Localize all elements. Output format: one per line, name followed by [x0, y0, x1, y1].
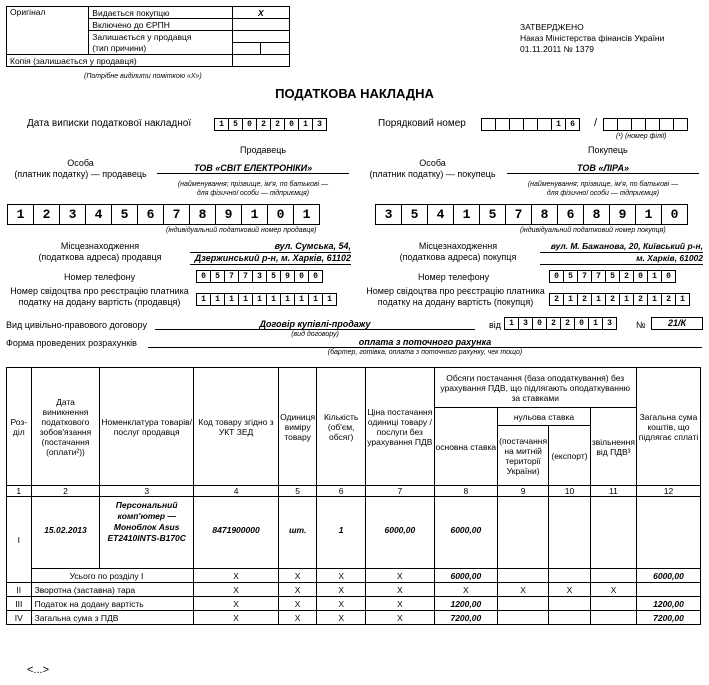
digit-cell: 1 — [309, 293, 323, 306]
digit-cell: 2 — [547, 317, 561, 330]
date-cells[interactable] — [214, 118, 327, 131]
digit-cell: 6 — [566, 118, 580, 131]
original-label: Оригінал — [7, 7, 89, 55]
digit-cell: 8 — [584, 204, 610, 225]
digit-cell: 2 — [549, 293, 564, 306]
column-number: 11 — [590, 486, 636, 497]
digit-cell: 1 — [267, 293, 281, 306]
digit-cell: 1 — [196, 293, 211, 306]
grand-total-total: 7200,00 — [636, 611, 700, 625]
digit-cell: 1 — [552, 118, 566, 131]
vat-label: Податок на додану вартість — [31, 597, 193, 611]
digit-cell: 7 — [225, 270, 239, 283]
seller-header: Продавець — [240, 145, 287, 155]
stays-label: Залишається у продавця — [89, 31, 232, 43]
digit-cell: 2 — [606, 293, 620, 306]
digit-cell: 0 — [243, 118, 257, 131]
digit-cell: 0 — [549, 270, 564, 283]
digit-cell: 1 — [214, 118, 229, 131]
column-number: 7 — [366, 486, 434, 497]
column-numbers-row — [7, 486, 701, 497]
issued-mark[interactable]: X — [232, 7, 289, 19]
digit-cell: 0 — [533, 317, 547, 330]
row1-section: I — [7, 497, 32, 583]
h-section: Роз-діл — [7, 368, 32, 486]
digit-cell: 0 — [634, 270, 648, 283]
digit-cell: 2 — [561, 317, 575, 330]
digit-cell — [618, 118, 632, 131]
digit-cell — [481, 118, 496, 131]
column-number: 10 — [549, 486, 591, 497]
document-title: ПОДАТКОВА НАКЛАДНА — [275, 86, 434, 101]
digit-cell: 1 — [7, 204, 34, 225]
digit-cell: 1 — [454, 204, 480, 225]
column-number: 6 — [317, 486, 366, 497]
digit-cell: 2 — [271, 118, 285, 131]
row1-qty: 1 — [317, 497, 366, 569]
h-customs: (постачання на митній території України) — [498, 426, 549, 486]
goods-table — [6, 367, 701, 625]
approved-title: ЗАТВЕРДЖЕНО — [520, 22, 584, 32]
tare-label: Зворотна (заставна) тара — [31, 583, 193, 597]
digit-cell: 5 — [480, 204, 506, 225]
digit-cell: 2 — [620, 270, 634, 283]
digit-cell — [603, 118, 618, 131]
digit-cell: 8 — [190, 204, 216, 225]
digit-cell: 1 — [211, 293, 225, 306]
digit-cell: 1 — [648, 270, 662, 283]
digit-cell: 6 — [558, 204, 584, 225]
vat-total: 1200,00 — [636, 597, 700, 611]
stays-reason-label: (тип причини) — [89, 43, 232, 55]
digit-cell: 0 — [285, 118, 299, 131]
digit-cell — [510, 118, 524, 131]
row1-code: 8471900000 — [194, 497, 279, 569]
digit-cell: 5 — [402, 204, 428, 225]
digit-cell — [646, 118, 660, 131]
h-total: Загальна сума коштів, що підлягає сплаті — [636, 368, 700, 486]
approved-date: 01.11.2011 № 1379 — [520, 44, 595, 54]
column-number: 9 — [498, 486, 549, 497]
digit-cell: 2 — [257, 118, 271, 131]
contract-note: (вид договору) — [291, 331, 339, 338]
column-number: 3 — [100, 486, 194, 497]
status-table — [6, 6, 290, 67]
digit-cell: 4 — [86, 204, 112, 225]
digit-cell: 0 — [295, 270, 309, 283]
reason-cell-2[interactable] — [261, 43, 290, 55]
digit-cell: 9 — [281, 270, 295, 283]
h-basic: основна ставка — [434, 408, 498, 486]
h-zero: нульова ставка — [498, 408, 591, 426]
digit-cell: 3 — [253, 270, 267, 283]
row1-name: Персональний комп'ютер — Моноблок Asus ET2410INTS-B170C — [100, 497, 194, 569]
digit-cell: 1 — [589, 317, 603, 330]
digit-cell: 3 — [375, 204, 402, 225]
row1-date: 15.02.2013 — [31, 497, 100, 569]
grand-total-basic: 7200,00 — [434, 611, 498, 625]
payment-value: оплата з поточного рахунка — [148, 337, 702, 348]
digit-cell: 5 — [112, 204, 138, 225]
column-number: 8 — [434, 486, 498, 497]
h-date: Дата виникнення податкового зобов'язання (постачання (оплати²)) — [31, 368, 100, 486]
digit-cell: 5 — [267, 270, 281, 283]
digit-cell — [524, 118, 538, 131]
buyer-name-note: (найменування; прізвище, ім'я, по батькові — для фізичної особи — підприємця) — [527, 181, 679, 197]
digit-cell: 1 — [504, 317, 519, 330]
seller-vat-cells[interactable] — [196, 293, 337, 306]
digit-cell: 1 — [253, 293, 267, 306]
digit-cell: 2 — [634, 293, 648, 306]
buyer-ipn-note: (індивідуальний податковий номер покупця) — [520, 227, 666, 234]
digit-cell — [496, 118, 510, 131]
h-price: Ціна постачання одиниці товару / послуги без урахування ПДВ — [366, 368, 434, 486]
digit-cell: 8 — [532, 204, 558, 225]
digit-cell: 3 — [60, 204, 86, 225]
digit-cell: 1 — [620, 293, 634, 306]
row1-unit: шт. — [279, 497, 317, 569]
buyer-header: Покупець — [588, 145, 628, 155]
digit-cell: 5 — [606, 270, 620, 283]
contract-number[interactable]: 21/К — [651, 317, 703, 330]
mark-note: (Потрібне виділити поміткою «X») — [84, 73, 202, 80]
payment-label: Форма проведених розрахунків — [6, 338, 137, 348]
reason-cell-1[interactable] — [232, 43, 261, 55]
digit-cell: 1 — [295, 293, 309, 306]
ellipsis: <...> — [27, 664, 50, 676]
seller-address-label: Місцезнаходження (податкова адреса) продавця — [38, 241, 162, 262]
digit-cell: 1 — [592, 293, 606, 306]
seller-phone-label: Номер телефону — [64, 272, 136, 282]
digit-cell: 9 — [216, 204, 242, 225]
seller-vat-label: Номер свідоцтва про реєстрацію платника податку на додану вартість (продавця) — [10, 286, 189, 307]
branch-note: (¹) (номер філії) — [616, 133, 667, 140]
grand-total-row: IV Загальна сума з ПДВ X X X X 7200,00 7200,00 — [7, 611, 701, 625]
h-volumes: Обсяги постачання (база оподаткування) без урахування ПДВ, що підлягають оподаткуванню за ставками — [434, 368, 636, 408]
buyer-vat-cells[interactable] — [549, 293, 690, 306]
digit-cell: 6 — [138, 204, 164, 225]
included-mark[interactable] — [232, 19, 289, 31]
column-number: 4 — [194, 486, 279, 497]
date-label: Дата виписки податкової накладної — [27, 118, 192, 129]
seller-name: ТОВ «СВІТ ЕЛЕКТРОНІКИ» — [157, 163, 349, 174]
number-label: Порядковий номер — [378, 118, 466, 129]
number-cells[interactable] — [481, 118, 580, 131]
buyer-phone-label: Номер телефону — [418, 272, 490, 282]
row1-basic: 6000,00 — [434, 497, 498, 569]
digit-cell: 2 — [578, 293, 592, 306]
digit-cell: 0 — [309, 270, 323, 283]
seller-phone-cells[interactable] — [196, 270, 323, 283]
approved-block — [520, 22, 664, 55]
h-qty: Кількість (об'єм, обсяг) — [317, 368, 366, 486]
buyer-address-label: Місцезнаходження (податкова адреса) покупця — [399, 241, 517, 262]
digit-cell: 2 — [662, 293, 676, 306]
digit-cell: 1 — [281, 293, 295, 306]
approved-order: Наказ Міністерства фінансів України — [520, 33, 665, 43]
number-slash: / — [594, 117, 598, 129]
digit-cell — [632, 118, 646, 131]
contract-label: Вид цивільно-правового договору — [6, 320, 147, 330]
digit-cell: 5 — [211, 270, 225, 283]
seller-ipn-note: (індивідуальний податковий номер продавця) — [166, 227, 317, 234]
h-nomenclature: Номенклатура товарів/послуг продавця — [100, 368, 194, 486]
included-label: Включено до ЄРПН — [89, 19, 232, 31]
digit-cell: 1 — [294, 204, 320, 225]
buyer-vat-label: Номер свідоцтва про реєстрацію платника податку на додану вартість (покупця) — [366, 286, 545, 307]
digit-cell: 1 — [239, 293, 253, 306]
issued-label: Видається покупцю — [89, 7, 232, 19]
digit-cell — [538, 118, 552, 131]
digit-cell: 2 — [34, 204, 60, 225]
contract-date-cells[interactable] — [504, 317, 617, 330]
digit-cell — [660, 118, 674, 131]
subtotal-label: Усього по розділу I — [31, 569, 193, 583]
h-exempt: звільнення від ПДВ³ — [590, 408, 636, 486]
digit-cell: 0 — [196, 270, 211, 283]
grand-total-label: Загальна сума з ПДВ — [31, 611, 193, 625]
h-code: Код товару згідно з УКТ ЗЕД — [194, 368, 279, 486]
digit-cell: 1 — [564, 293, 578, 306]
h-export: (експорт) — [549, 426, 591, 486]
digit-cell — [674, 118, 688, 131]
digit-cell: 0 — [268, 204, 294, 225]
column-number: 5 — [279, 486, 317, 497]
copy-label: Копія (залишається у продавця) — [7, 55, 233, 67]
digit-cell: 1 — [242, 204, 268, 225]
seller-person-label: Особа (платник податку) — продавець — [14, 158, 147, 179]
buyer-ipn-cells[interactable] — [375, 204, 688, 225]
h-unit: Одиниця виміру товару — [279, 368, 317, 486]
contract-no-label: № — [636, 320, 646, 330]
seller-ipn-cells[interactable] — [7, 204, 320, 225]
column-number: 12 — [636, 486, 700, 497]
vat-row: III Податок на додану вартість X X X X 1200,00 1200,00 — [7, 597, 701, 611]
subtotal-row: Усього по розділу I X X X X 6000,00 6000,00 — [7, 569, 701, 583]
copy-mark[interactable] — [232, 55, 289, 67]
buyer-name: ТОВ «ЛІРА» — [507, 163, 699, 174]
payment-note: (бартер, готівка, оплата з поточного рахунку, чек тощо) — [327, 349, 523, 356]
digit-cell: 3 — [603, 317, 617, 330]
digit-cell: 1 — [676, 293, 690, 306]
digit-cell: 4 — [428, 204, 454, 225]
buyer-address: вул. М. Бажанова, 20, Київський р-н, м. Харків, 61002 — [540, 241, 703, 265]
subtotal-total: 6000,00 — [636, 569, 700, 583]
digit-cell: 7 — [506, 204, 532, 225]
column-number: 1 — [7, 486, 32, 497]
digit-cell: 9 — [610, 204, 636, 225]
digit-cell: 0 — [662, 204, 688, 225]
digit-cell: 1 — [323, 293, 337, 306]
seller-name-note: (найменування; прізвище, ім'я, по батькові — для фізичної особи — підприємця) — [177, 181, 329, 197]
digit-cell: 7 — [164, 204, 190, 225]
digit-cell: 0 — [662, 270, 676, 283]
stays-mark[interactable] — [232, 31, 289, 43]
digit-cell: 5 — [564, 270, 578, 283]
tare-row: II Зворотна (заставна) тара X X X X X X X X — [7, 583, 701, 597]
seller-address: вул. Сумська, 54, Дзержинський р-н, м. Харків, 61102 — [190, 241, 351, 265]
buyer-phone-cells[interactable] — [549, 270, 676, 283]
subtotal-basic: 6000,00 — [434, 569, 498, 583]
digit-cell: 3 — [519, 317, 533, 330]
digit-cell: 7 — [592, 270, 606, 283]
digit-cell: 1 — [648, 293, 662, 306]
column-number: 2 — [31, 486, 100, 497]
contract-from: від — [489, 320, 502, 330]
digit-cell: 3 — [313, 118, 327, 131]
digit-cell: 7 — [578, 270, 592, 283]
digit-cell: 1 — [299, 118, 313, 131]
digit-cell: 7 — [239, 270, 253, 283]
table-row — [7, 497, 701, 569]
digit-cell: 1 — [636, 204, 662, 225]
vat-basic: 1200,00 — [434, 597, 498, 611]
branch-cells[interactable] — [603, 118, 688, 131]
digit-cell: 0 — [575, 317, 589, 330]
digit-cell: 1 — [225, 293, 239, 306]
buyer-person-label: Особа (платник податку) — покупець — [369, 158, 496, 179]
row1-price: 6000,00 — [366, 497, 434, 569]
contract-value: Договір купівлі-продажу — [155, 319, 475, 330]
digit-cell: 5 — [229, 118, 243, 131]
